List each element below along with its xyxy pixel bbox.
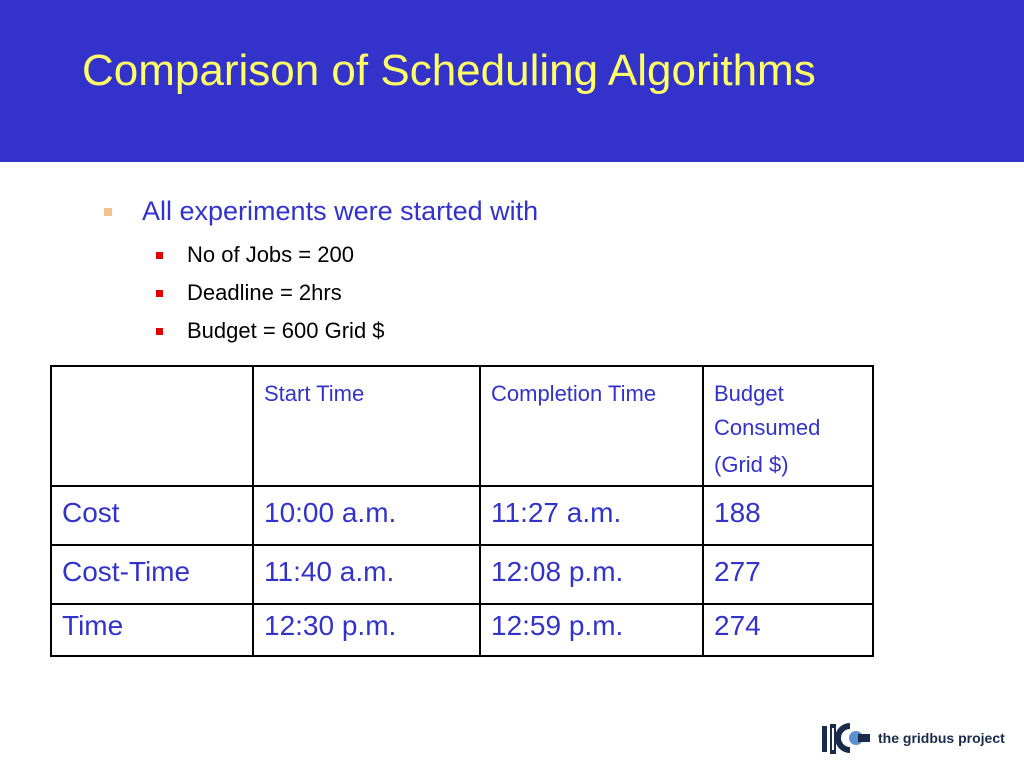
- square-bullet-icon: [104, 208, 112, 216]
- start-time-cell: 10:00 a.m.: [253, 486, 480, 545]
- completion-time-cell: 12:59 p.m.: [480, 604, 703, 656]
- sub-bullet-jobs: [156, 236, 385, 274]
- square-bullet-icon: [156, 252, 163, 259]
- main-bullet: [104, 196, 538, 227]
- table-row: [51, 486, 873, 545]
- sub-bullet-budget: [156, 312, 385, 350]
- comparison-table: [50, 365, 874, 657]
- row-name-cell: Cost-Time: [51, 545, 253, 604]
- completion-time-cell: 12:08 p.m.: [480, 545, 703, 604]
- table-header-row: [51, 366, 873, 486]
- header-budget-line2: (Grid $): [714, 452, 789, 477]
- budget-cell: 274: [703, 604, 873, 656]
- table-row: [51, 545, 873, 604]
- main-bullet-text: All experiments were started with: [142, 196, 539, 226]
- logo-text: the gridbus project: [878, 730, 1005, 746]
- table-row: [51, 604, 873, 656]
- header-budget-consumed: [703, 366, 873, 486]
- header-completion-time: Completion Time: [480, 366, 703, 486]
- budget-cell: 277: [703, 545, 873, 604]
- gridbus-logo-icon: [822, 720, 870, 756]
- header-corner-cell: [51, 366, 253, 486]
- square-bullet-icon: [156, 328, 163, 335]
- slide-title: Comparison of Scheduling Algorithms: [82, 46, 816, 95]
- row-name-cell: Time: [51, 604, 253, 656]
- start-time-cell: 11:40 a.m.: [253, 545, 480, 604]
- completion-time-cell: 11:27 a.m.: [480, 486, 703, 545]
- start-time-cell: 12:30 p.m.: [253, 604, 480, 656]
- sub-bullet-text: Deadline = 2hrs: [187, 280, 342, 305]
- sub-bullet-text: Budget = 600 Grid $: [187, 318, 385, 343]
- sub-bullet-deadline: [156, 274, 385, 312]
- budget-cell: 188: [703, 486, 873, 545]
- sub-bullet-text: No of Jobs = 200: [187, 242, 354, 267]
- header-budget-line1: Budget Consumed: [714, 381, 821, 440]
- header-start-time: Start Time: [253, 366, 480, 486]
- row-name-cell: Cost: [51, 486, 253, 545]
- square-bullet-icon: [156, 290, 163, 297]
- sub-bullet-list: [156, 236, 385, 350]
- gridbus-logo: [822, 720, 1005, 756]
